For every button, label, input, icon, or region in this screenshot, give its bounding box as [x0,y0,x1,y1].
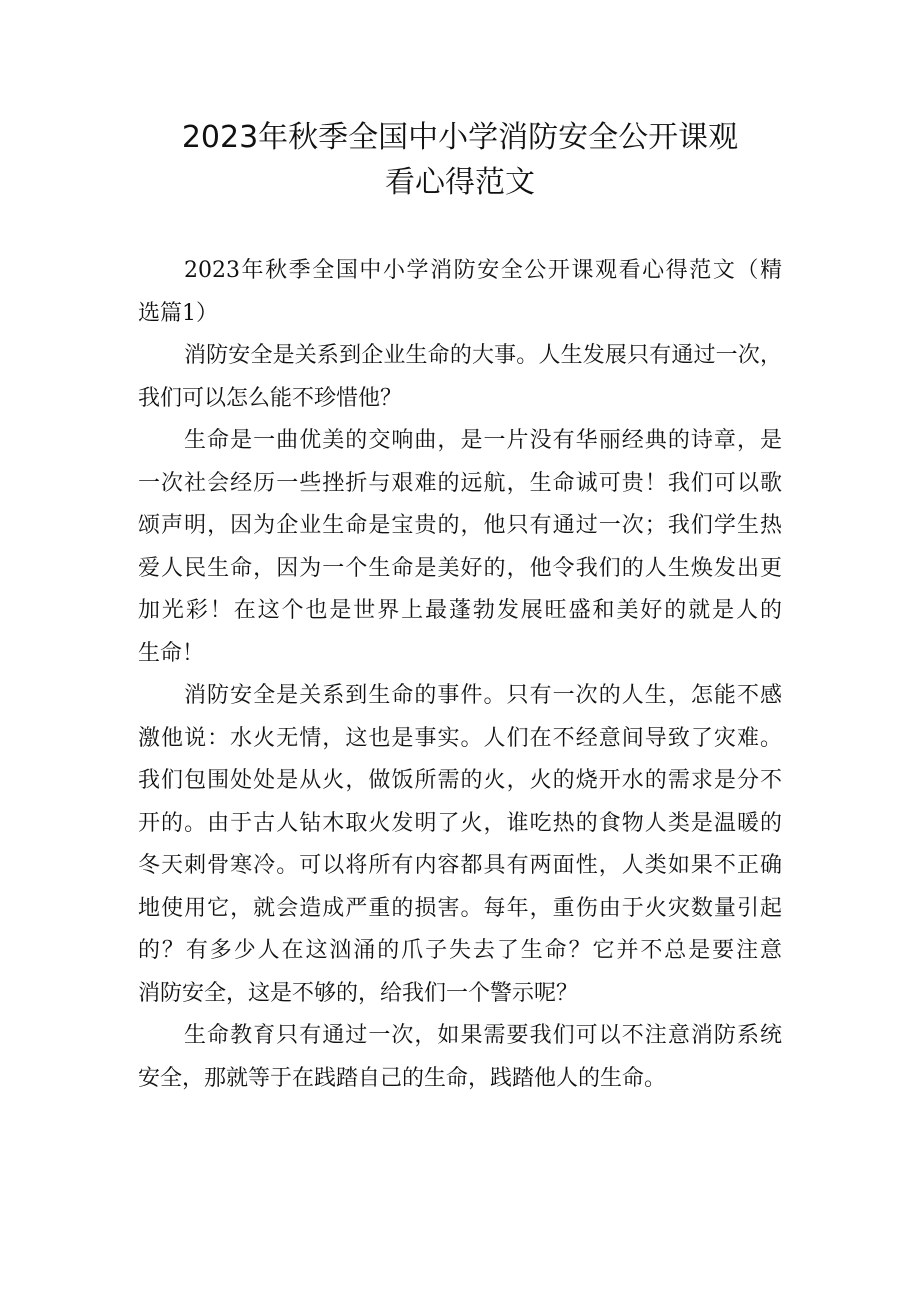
paragraph-line: 我们可以怎么能不珍惜他？ [138,385,403,411]
paragraph-line: 安全，那就等于在践踏自己的生命，践踏他人的生命。 [138,1065,667,1091]
paragraph-line: 消防安全是关系到生命的事件。只有一次的人生，怎能不感 [184,683,782,708]
paragraph-line: 颂声明，因为企业生命是宝贵的，他只有通过一次；我们学生热 [138,513,782,538]
paragraph-4 [138,675,782,1015]
paragraph-line: 我们包围处处是从火，做饭所需的火，火的烧开水的需求是分不 [138,768,782,793]
paragraph-line: 消防安全，这是不够的，给我们一个警示呢？ [138,980,579,1006]
paragraph-line: 地使用它，就会造成严重的损害。每年，重伤由于火灾数量引起 [138,895,782,921]
paragraph-line: 消防安全是关系到企业生命的大事。人生发展只有通过一次， [184,343,782,368]
paragraph-line: 一次社会经历一些挫折与艰难的远航，生命诚可贵！我们可以歌 [138,470,782,496]
paragraph-1 [138,250,782,335]
paragraph-line: 选篇1） [138,300,218,326]
paragraph-5 [138,1015,782,1100]
document-title-line-2: 看心得范文 [385,165,535,200]
paragraph-line: 生命！ [138,640,205,666]
paragraph-line: 的？有多少人在这汹涌的爪子失去了生命？它并不总是要注意 [138,938,782,963]
paragraph-line: 生命教育只有通过一次，如果需要我们可以不注意消防系统 [184,1023,782,1048]
paragraph-line: 冬天刺骨寒冷。可以将所有内容都具有两面性，人类如果不正确 [138,853,782,878]
paragraph-line: 激他说：水火无情，这也是事实。人们在不经意间导致了灾难。 [138,725,782,751]
document-title-line-1: 2023年秋季全国中小学消防安全公开课观 [181,120,739,155]
paragraph-line: 2023年秋季全国中小学消防安全公开课观看心得范文（精 [184,258,782,283]
paragraph-3 [138,420,782,675]
document-body [138,250,782,1100]
paragraph-2 [138,335,782,420]
paragraph-line: 加光彩！在这个也是世界上最蓬勃发展旺盛和美好的就是人的 [138,598,782,623]
paragraph-line: 爱人民生命，因为一个生命是美好的，他令我们的人生焕发出更 [138,555,782,581]
paragraph-line: 开的。由于古人钻木取火发明了火，谁吃热的食物人类是温暖的 [138,810,782,836]
paragraph-line: 生命是一曲优美的交响曲，是一片没有华丽经典的诗章，是 [184,428,782,453]
